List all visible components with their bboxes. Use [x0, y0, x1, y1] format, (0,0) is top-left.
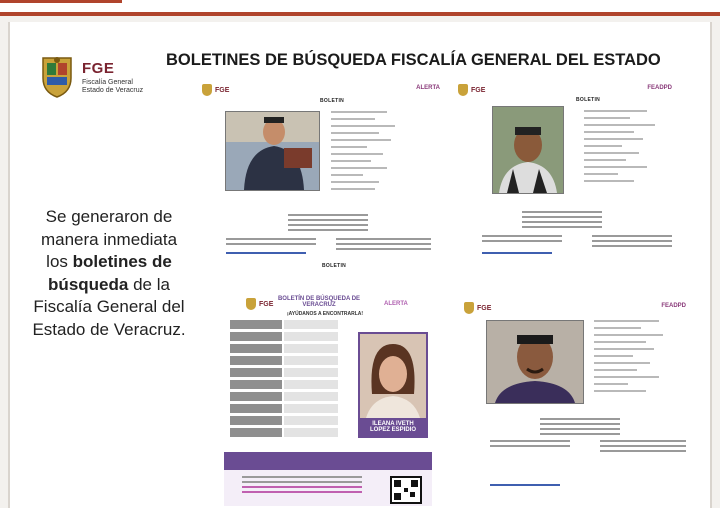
caption-part-2: de la Fiscalía General del Estado de Veracruz. [32, 274, 186, 339]
bulletin-3-name-line-1: ILEANA IVETH [372, 421, 414, 427]
person-photo-icon [487, 321, 583, 403]
bulletin-4-partner: FEADPD [661, 303, 686, 309]
bulletin-4 [460, 294, 692, 492]
person-photo-icon [360, 334, 426, 418]
bulletin-3-name-box [358, 418, 428, 438]
logo-subtitle-1: Fiscalía General [82, 79, 133, 86]
bulletin-1-footer-right [336, 238, 431, 253]
caption-text [30, 206, 188, 341]
bulletin-3-label: BOLETIN [322, 263, 347, 269]
bulletin-4-footer [490, 440, 570, 450]
bulletin-1-link [226, 252, 306, 254]
bulletin-3-form [230, 320, 338, 440]
bulletin-4-logo: FGE [464, 302, 491, 314]
bulletin-4-link [490, 484, 560, 486]
bulletin-3-name-line-2: LOPEZ ESPIDIO [369, 427, 416, 433]
veracruz-shield-icon [40, 54, 74, 98]
top-accent [0, 0, 122, 3]
caption-bold: boletines de búsqueda [48, 252, 172, 294]
bulletin-2-photo [492, 106, 564, 194]
bulletin-4-fields [594, 320, 680, 397]
bulletin-1-logo: FGE [202, 84, 229, 96]
bulletin-1-footer [226, 238, 316, 248]
caption-part-1: Se generaron de manera inmediata los [40, 207, 178, 271]
bulletin-1-caption [288, 214, 368, 234]
bulletin-2-footer-right [592, 235, 672, 250]
person-photo-icon [493, 107, 563, 193]
fge-logo [40, 54, 150, 100]
page-title: BOLETINES DE BÚSQUEDA FISCALÍA GENERAL DEL ESTADO [166, 51, 661, 69]
bulletin-4-footer-right [600, 440, 686, 455]
bulletin-1-partner: ALERTA [416, 85, 440, 91]
bulletin-1 [196, 80, 446, 276]
top-bar [0, 0, 720, 16]
bulletin-2-link [482, 252, 552, 254]
bulletin-2-footer [482, 235, 562, 245]
logo-title: FGE [82, 60, 115, 77]
qr-code-icon [390, 476, 422, 504]
bulletin-2 [452, 80, 678, 276]
bulletin-4-photo [486, 320, 584, 404]
bulletin-3-footer-band [224, 452, 432, 470]
person-photo-icon [226, 112, 319, 190]
bulletin-3-logo: FGE [246, 298, 273, 310]
bulletin-3-partner: ALERTA [384, 301, 408, 307]
bulletin-3 [224, 263, 442, 506]
bulletin-2-caption [522, 211, 602, 231]
bulletin-2-partner: FEADPD [647, 85, 672, 91]
bulletin-3-subheading: ¡AYÚDANOS A ENCONTRARLA! [286, 311, 364, 317]
bulletin-4-caption [540, 418, 620, 438]
bulletin-3-heading: BOLETÍN DE BÚSQUEDA DE VERACRUZ [277, 296, 361, 308]
bulletin-1-fields [331, 111, 411, 195]
logo-subtitle-2: Estado de Veracruz [82, 87, 144, 94]
bulletin-2-logo: FGE [458, 84, 485, 96]
bulletin-3-photo [358, 332, 428, 420]
bulletin-2-label: BOLETIN [576, 97, 601, 103]
bulletin-1-photo [225, 111, 320, 191]
bulletin-1-label: BOLETIN [320, 98, 345, 104]
bulletin-2-fields [584, 110, 668, 187]
